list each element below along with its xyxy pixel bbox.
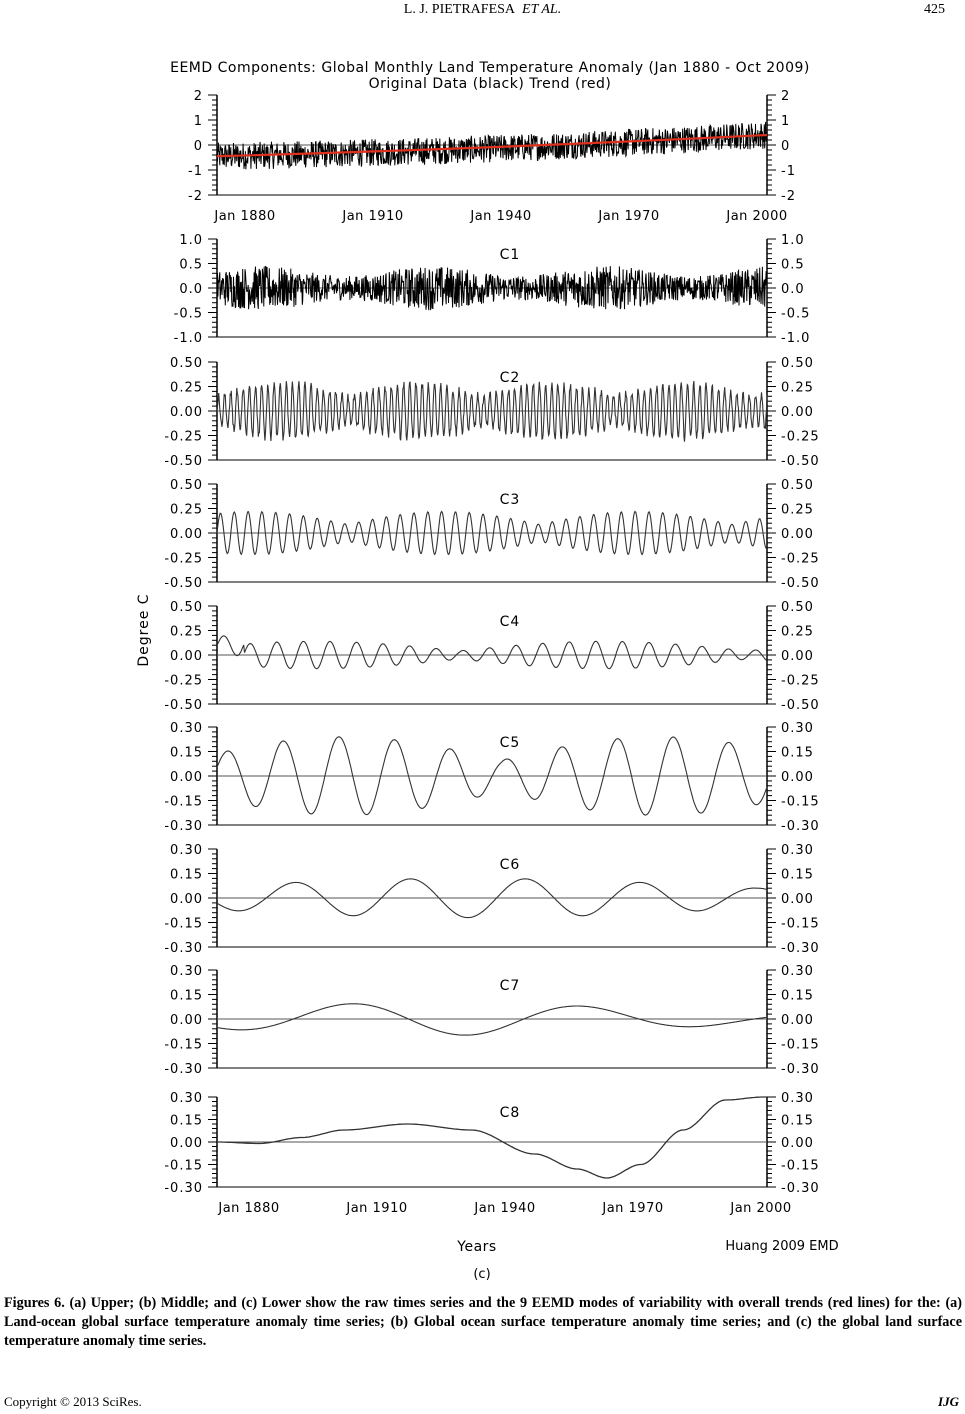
- panel-c1: [174, 233, 811, 346]
- y-tick-label-left: 0.50: [170, 356, 203, 371]
- y-tick-label-right: -0.50: [781, 576, 820, 591]
- panel-original: [188, 89, 796, 204]
- y-tick-label-right: 0: [781, 139, 791, 154]
- y-tick-label-left: -0.30: [164, 1181, 203, 1196]
- copyright-notice: Copyright © 2013 SciRes.: [4, 1394, 142, 1409]
- y-tick-label-right: 0.15: [781, 988, 814, 1004]
- y-tick-label-right: 0.25: [781, 380, 814, 396]
- y-tick-label-left: 0.00: [170, 527, 203, 542]
- y-tick-label-left: 1: [193, 114, 203, 129]
- x-tick-label: Jan 2000: [730, 1201, 792, 1216]
- y-tick-label-left: 0.00: [170, 405, 203, 420]
- y-tick-label-left: -0.30: [164, 941, 203, 956]
- y-tick-label-right: 1: [781, 114, 791, 129]
- x-tick-label: Jan 1940: [474, 1201, 536, 1216]
- panel-name: C7: [499, 978, 521, 994]
- y-tick-label-left: 1.0: [179, 233, 203, 248]
- x-tick-label: Jan 1910: [342, 209, 404, 224]
- y-tick-label-right: -2: [781, 189, 796, 204]
- y-tick-label-right: 0.50: [781, 478, 814, 493]
- chart-title: EEMD Components: Global Monthly Land Temperature Anomaly (Jan 1880 - Oct 2009): [170, 60, 810, 76]
- y-tick-label-left: 0.50: [170, 600, 203, 615]
- panel-name: C2: [499, 370, 521, 386]
- y-tick-label-right: -0.15: [781, 916, 820, 932]
- journal-abbrev: IJG: [938, 1394, 959, 1409]
- series-line: [217, 122, 767, 169]
- y-tick-label-left: 0.30: [170, 1091, 203, 1106]
- y-tick-label-left: 0.15: [170, 745, 203, 761]
- x-tick-label: Jan 1880: [214, 209, 276, 224]
- y-tick-label-right: -0.15: [781, 1037, 820, 1053]
- y-tick-label-right: -0.30: [781, 819, 820, 834]
- y-tick-label-right: 0.00: [781, 405, 814, 420]
- y-tick-label-right: -0.30: [781, 1181, 820, 1196]
- y-tick-label-right: 2: [781, 89, 791, 104]
- y-tick-label-left: -0.30: [164, 1062, 203, 1077]
- y-tick-label-right: 0.50: [781, 356, 814, 371]
- panel-c2: [164, 356, 819, 469]
- y-tick-label-left: -0.15: [164, 1037, 203, 1053]
- y-tick-label-right: -0.25: [781, 551, 820, 567]
- y-tick-label-right: 0.00: [781, 770, 814, 785]
- panel-c7: [164, 964, 819, 1077]
- y-tick-label-left: 0.30: [170, 964, 203, 979]
- y-tick-label-right: -1.0: [781, 331, 811, 346]
- y-tick-label-left: 0.25: [170, 380, 203, 396]
- y-tick-label-left: 0.25: [170, 624, 203, 640]
- y-tick-label-left: 0.00: [170, 770, 203, 785]
- y-tick-label-left: 0.00: [170, 1013, 203, 1028]
- y-tick-label-left: -0.50: [164, 576, 203, 591]
- y-tick-label-left: -1: [188, 164, 203, 179]
- y-tick-label-right: -0.50: [781, 698, 820, 713]
- y-tick-label-right: -0.25: [781, 429, 820, 445]
- figure-caption: Figures 6. (a) Upper; (b) Middle; and (c) Lower show the raw times series and the 9 EEMD modes of variability with overall trends (red lines) for the: (a) Land-ocean global surface temperature anomaly time series; (b) Global ocean surface temperature anomaly time series; and (c) the global land surface temperature anomaly time series.: [4, 1295, 962, 1349]
- y-tick-label-right: 0.30: [781, 721, 814, 736]
- y-tick-label-right: 0.25: [781, 624, 814, 640]
- y-tick-label-right: -0.30: [781, 941, 820, 956]
- x-tick-label: Jan 1910: [346, 1201, 408, 1216]
- y-tick-label-left: 0.00: [170, 1136, 203, 1151]
- y-tick-label-left: -0.30: [164, 819, 203, 834]
- c8-line: [217, 1097, 767, 1178]
- panel-c3: [164, 478, 819, 591]
- y-tick-label-right: 0.30: [781, 964, 814, 979]
- panel-label-c: (c): [473, 1267, 491, 1282]
- y-tick-label-left: -2: [188, 189, 203, 204]
- y-tick-label-right: 0.0: [781, 282, 805, 297]
- y-tick-label-right: 1.0: [781, 233, 805, 248]
- y-tick-label-right: 0.00: [781, 1136, 814, 1151]
- panel-name: C6: [499, 857, 521, 873]
- chart-credit: Huang 2009 EMD: [725, 1239, 839, 1254]
- y-tick-label-left: -0.50: [164, 454, 203, 469]
- y-tick-label-left: 0.30: [170, 843, 203, 858]
- y-tick-label-right: -0.15: [781, 794, 820, 810]
- x-tick-labels-bottom: [217, 1201, 791, 1216]
- panels: [164, 89, 819, 1196]
- y-tick-label-left: 0.50: [170, 478, 203, 493]
- panel-name: C8: [499, 1105, 521, 1121]
- y-tick-label-right: 0.00: [781, 527, 814, 542]
- y-tick-label-left: -0.25: [164, 551, 203, 567]
- header-et-al: ET AL.: [522, 2, 562, 17]
- panel-name: C5: [499, 735, 521, 751]
- y-tick-label-right: 0.25: [781, 502, 814, 518]
- y-tick-label-left: -0.15: [164, 916, 203, 932]
- y-tick-label-right: 0.30: [781, 1091, 814, 1106]
- y-tick-label-right: 0.00: [781, 892, 814, 907]
- y-tick-label-left: 0.30: [170, 721, 203, 736]
- y-tick-label-right: 0.5: [781, 257, 805, 273]
- y-tick-label-right: 0.30: [781, 843, 814, 858]
- x-tick-label: Jan 1880: [218, 1201, 280, 1216]
- x-axis-label: Years: [457, 1239, 497, 1255]
- y-tick-label-left: 0.00: [170, 892, 203, 907]
- y-tick-label-right: 0.50: [781, 600, 814, 615]
- x-tick-label: Jan 1970: [598, 209, 660, 224]
- y-tick-label-right: -0.5: [781, 306, 811, 322]
- y-tick-label-left: -0.15: [164, 1158, 203, 1174]
- y-tick-label-right: -0.15: [781, 1158, 820, 1174]
- y-tick-label-right: -0.25: [781, 673, 820, 689]
- y-tick-label-left: 0.15: [170, 1113, 203, 1129]
- y-tick-label-left: 0.0: [179, 282, 203, 297]
- panel-name: C1: [499, 247, 521, 263]
- x-tick-label: Jan 1940: [470, 209, 532, 224]
- y-tick-label-left: -0.25: [164, 429, 203, 445]
- y-tick-label-right: 0.15: [781, 1113, 814, 1129]
- x-tick-label: Jan 1970: [602, 1201, 664, 1216]
- x-tick-label: Jan 2000: [726, 209, 788, 224]
- page-number: 425: [924, 2, 945, 17]
- panel-name: C3: [499, 492, 521, 508]
- chart-subtitle: Original Data (black) Trend (red): [368, 76, 612, 92]
- y-tick-label-left: 0.15: [170, 988, 203, 1004]
- y-axis-label: Degree C: [136, 593, 152, 667]
- y-tick-label-left: 0.5: [179, 257, 203, 273]
- series-line: [217, 636, 767, 669]
- y-tick-label-right: -1: [781, 164, 796, 179]
- y-tick-label-left: -0.25: [164, 673, 203, 689]
- x-tick-labels-top: [213, 209, 787, 224]
- panel-c4: [164, 600, 819, 713]
- y-tick-label-left: 0: [193, 139, 203, 154]
- y-tick-label-left: 0.00: [170, 649, 203, 664]
- y-tick-label-left: 0.15: [170, 867, 203, 883]
- y-tick-label-right: -0.50: [781, 454, 820, 469]
- y-tick-label-right: 0.15: [781, 745, 814, 761]
- y-tick-label-left: 2: [193, 89, 203, 104]
- y-tick-label-left: 0.25: [170, 502, 203, 518]
- y-tick-label-left: -0.15: [164, 794, 203, 810]
- y-tick-label-right: 0.15: [781, 867, 814, 883]
- y-tick-label-left: -1.0: [173, 331, 203, 346]
- y-tick-label-right: -0.30: [781, 1062, 820, 1077]
- panel-c6: [164, 843, 819, 956]
- panel-name: C4: [499, 614, 521, 630]
- panel-c5: [164, 721, 819, 834]
- y-tick-label-left: -0.50: [164, 698, 203, 713]
- y-tick-label-right: 0.00: [781, 1013, 814, 1028]
- y-tick-label-left: -0.5: [173, 306, 203, 322]
- y-tick-label-right: 0.00: [781, 649, 814, 664]
- header-authors: L. J. PIETRAFESA: [403, 2, 516, 17]
- panel-c8: [164, 1091, 819, 1196]
